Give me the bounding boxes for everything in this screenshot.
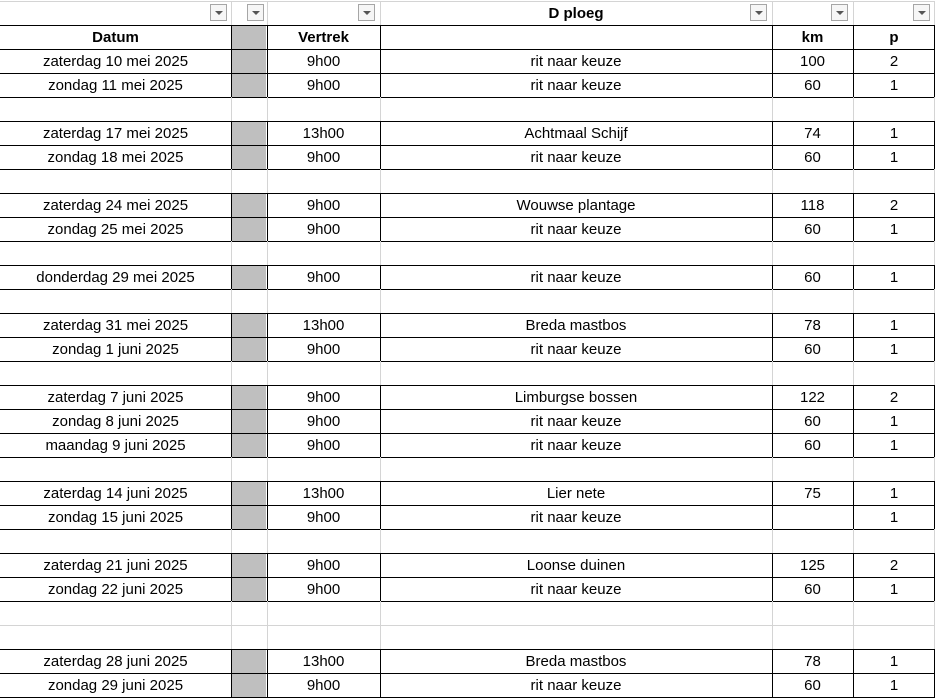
datum-cell[interactable]: donderdag 29 mei 2025 (36, 268, 195, 286)
cell-border (380, 649, 381, 673)
grid-row-line (0, 577, 935, 578)
cell-border (267, 265, 268, 289)
marker-cell (232, 266, 266, 289)
cell-border (853, 193, 854, 217)
cell-border (267, 649, 268, 673)
spacer-row (0, 361, 935, 385)
bestemming-cell[interactable]: Breda mastbos (525, 316, 627, 334)
p-cell[interactable]: 1 (889, 316, 899, 334)
km-cell[interactable]: 60 (804, 148, 821, 166)
cell-border (772, 649, 773, 673)
cell-border (853, 385, 854, 409)
cell-border (853, 25, 854, 49)
grid-row-line (0, 481, 935, 482)
cell-border (231, 313, 232, 337)
cell-border (380, 25, 381, 49)
km-cell[interactable]: 60 (804, 76, 821, 94)
cell-border (267, 193, 268, 217)
datum-cell[interactable]: zaterdag 28 juni 2025 (43, 652, 188, 670)
marker-cell (232, 194, 266, 217)
datum-cell[interactable]: zaterdag 10 mei 2025 (42, 52, 189, 70)
km-cell[interactable]: 60 (804, 268, 821, 286)
cell-border (267, 385, 268, 409)
cell-border (772, 433, 773, 457)
grid-row-line (0, 673, 935, 674)
km-cell[interactable]: 60 (804, 436, 821, 454)
cell-border (267, 25, 268, 49)
cell-border (853, 481, 854, 505)
marker-cell (232, 506, 266, 529)
vertrek-cell[interactable]: 9h00 (306, 52, 341, 70)
vertrek-cell[interactable]: 9h00 (306, 508, 341, 526)
cell-border (267, 553, 268, 577)
cell-border (853, 313, 854, 337)
cell-border (267, 433, 268, 457)
spacer-row (0, 529, 935, 553)
datum-cell[interactable]: zaterdag 21 juni 2025 (43, 556, 188, 574)
vertrek-cell[interactable]: 9h00 (306, 436, 341, 454)
cell-border (231, 505, 232, 529)
cell-border (231, 337, 232, 361)
spacer-row (0, 625, 935, 649)
datum-cell[interactable]: zondag 18 mei 2025 (47, 148, 184, 166)
datum-cell[interactable]: zaterdag 7 juni 2025 (47, 388, 184, 406)
p-cell[interactable]: 1 (889, 148, 899, 166)
bestemming-cell[interactable]: rit naar keuze (530, 676, 622, 694)
datum-cell[interactable]: zondag 11 mei 2025 (48, 76, 183, 94)
cell-border (853, 505, 854, 529)
cell-border (380, 265, 381, 289)
bestemming-cell[interactable]: rit naar keuze (530, 220, 622, 238)
cell-border (231, 73, 232, 97)
cell-border (853, 49, 854, 73)
cell-border (380, 121, 381, 145)
km-cell[interactable]: 78 (804, 652, 821, 670)
cell-border (231, 121, 232, 145)
bestemming-cell[interactable]: rit naar keuze (530, 580, 622, 598)
vertrek-cell[interactable]: 9h00 (306, 556, 341, 574)
p-cell[interactable]: 2 (889, 556, 899, 574)
cell-border (380, 553, 381, 577)
p-cell[interactable]: 1 (889, 412, 899, 430)
km-cell[interactable]: 60 (804, 580, 821, 598)
p-cell[interactable]: 1 (889, 508, 899, 526)
vertrek-cell[interactable]: 13h00 (302, 316, 345, 334)
cell-border (231, 265, 232, 289)
marker-cell (232, 314, 266, 337)
bestemming-cell[interactable]: rit naar keuze (530, 340, 622, 358)
grid-row-line (0, 433, 935, 434)
cell-border (772, 481, 773, 505)
marker-cell (232, 74, 266, 97)
cell-border (772, 337, 773, 361)
cell-border (853, 73, 854, 97)
bestemming-cell[interactable]: Loonse duinen (526, 556, 626, 574)
bestemming-cell[interactable]: rit naar keuze (530, 52, 622, 70)
marker-cell (232, 554, 266, 577)
cell-border (853, 649, 854, 673)
cell-border (267, 313, 268, 337)
vertrek-cell[interactable]: 9h00 (306, 580, 341, 598)
cell-border (772, 385, 773, 409)
marker-cell (232, 482, 266, 505)
grid-row-line (0, 49, 935, 50)
grid-row-line (0, 649, 935, 650)
column-header-p: p (889, 28, 899, 46)
cell-border (772, 673, 773, 697)
vertrek-cell[interactable]: 9h00 (306, 148, 341, 166)
datum-cell[interactable]: zondag 15 juni 2025 (47, 508, 184, 526)
cell-border (231, 145, 232, 169)
filter-datum-button[interactable] (210, 4, 227, 21)
cell-border (853, 433, 854, 457)
cell-border (231, 409, 232, 433)
cell-border (772, 313, 773, 337)
grid-row-line (0, 553, 935, 554)
cell-border (267, 217, 268, 241)
ploeg-title: D ploeg (548, 4, 604, 22)
marker-cell (232, 50, 266, 73)
cell-border (380, 49, 381, 73)
datum-cell[interactable]: zaterdag 24 mei 2025 (42, 196, 189, 214)
grid-row-line (0, 625, 935, 626)
vertrek-cell[interactable]: 13h00 (302, 652, 345, 670)
cell-border (380, 145, 381, 169)
vertrek-cell[interactable]: 9h00 (306, 412, 341, 430)
vertrek-cell[interactable]: 9h00 (306, 340, 341, 358)
km-cell[interactable]: 100 (799, 52, 826, 70)
spacer-row (0, 457, 935, 481)
grid-row-line (0, 169, 935, 170)
cell-border (231, 649, 232, 673)
cell-border (772, 145, 773, 169)
grid-row-line (0, 601, 935, 602)
cell-border (853, 553, 854, 577)
grid-row-line (0, 313, 935, 314)
spacer-row (0, 601, 935, 625)
grid-row-line (0, 337, 935, 338)
datum-cell[interactable]: zaterdag 31 mei 2025 (42, 316, 189, 334)
vertrek-cell[interactable]: 9h00 (306, 388, 341, 406)
filter-marker-button[interactable] (247, 4, 264, 21)
cell-border (380, 433, 381, 457)
grid-row-line (0, 457, 935, 458)
cell-border (267, 145, 268, 169)
cell-border (772, 73, 773, 97)
cell-border (267, 673, 268, 697)
cell-border (231, 25, 232, 49)
cell-border (267, 409, 268, 433)
bestemming-cell[interactable]: rit naar keuze (530, 508, 622, 526)
bestemming-cell[interactable]: Wouwse plantage (516, 196, 636, 214)
bestemming-cell[interactable]: rit naar keuze (530, 148, 622, 166)
cell-border (231, 49, 232, 73)
km-cell[interactable]: 125 (799, 556, 826, 574)
cell-border (853, 577, 854, 601)
cell-border (853, 217, 854, 241)
grid-row-line (0, 25, 935, 26)
p-cell[interactable]: 1 (889, 484, 899, 502)
cell-border (380, 73, 381, 97)
km-cell[interactable]: 75 (804, 484, 821, 502)
km-cell[interactable]: 60 (804, 412, 821, 430)
cell-border (231, 553, 232, 577)
cell-border (231, 433, 232, 457)
cell-border (853, 337, 854, 361)
datum-cell[interactable]: zondag 8 juni 2025 (52, 412, 179, 430)
cell-border (772, 265, 773, 289)
km-cell[interactable] (772, 505, 853, 529)
cell-border (231, 217, 232, 241)
grid-row-line (0, 217, 935, 218)
cell-border (380, 673, 381, 697)
p-cell[interactable]: 1 (889, 76, 899, 94)
p-cell[interactable]: 1 (889, 340, 899, 358)
grid-row-line (0, 385, 935, 386)
p-cell[interactable]: 2 (889, 196, 899, 214)
datum-cell[interactable]: maandag 9 juni 2025 (45, 436, 186, 454)
vertrek-cell[interactable]: 9h00 (306, 76, 341, 94)
cell-border (231, 673, 232, 697)
cell-border (853, 121, 854, 145)
km-cell[interactable]: 122 (799, 388, 826, 406)
cell-border (380, 217, 381, 241)
grid-row-line (0, 1, 935, 2)
cell-border (380, 385, 381, 409)
cell-border (380, 481, 381, 505)
grid-row-line (0, 265, 935, 266)
p-cell[interactable]: 1 (889, 436, 899, 454)
p-cell[interactable]: 1 (889, 580, 899, 598)
grid-row-line (0, 97, 935, 98)
grid-row-line (0, 121, 935, 122)
km-cell[interactable]: 74 (804, 124, 821, 142)
vertrek-cell[interactable]: 9h00 (306, 676, 341, 694)
bestemming-cell[interactable]: Lier nete (546, 484, 606, 502)
vertrek-cell[interactable]: 13h00 (302, 484, 345, 502)
km-cell[interactable]: 78 (804, 316, 821, 334)
cell-border (772, 121, 773, 145)
cell-border (772, 49, 773, 73)
cell-border (853, 409, 854, 433)
cell-border (772, 217, 773, 241)
datum-cell[interactable]: zondag 22 juni 2025 (47, 580, 184, 598)
p-cell[interactable]: 2 (889, 388, 899, 406)
cell-border (231, 385, 232, 409)
grid-row-line (0, 505, 935, 506)
grid-row-line (0, 193, 935, 194)
cell-border (267, 577, 268, 601)
bestemming-cell[interactable]: rit naar keuze (530, 76, 622, 94)
bestemming-cell[interactable]: Breda mastbos (525, 652, 627, 670)
marker-cell (232, 338, 266, 361)
bestemming-cell[interactable]: Limburgse bossen (514, 388, 638, 406)
cell-border (380, 337, 381, 361)
vertrek-cell[interactable]: 13h00 (302, 124, 345, 142)
cell-border (267, 337, 268, 361)
km-cell[interactable]: 60 (804, 340, 821, 358)
filter-vertrek-button[interactable] (358, 4, 375, 21)
km-cell[interactable]: 60 (804, 676, 821, 694)
cell-border (853, 265, 854, 289)
p-cell[interactable]: 1 (889, 652, 899, 670)
filter-p-button[interactable] (913, 4, 930, 21)
p-cell[interactable]: 1 (889, 676, 899, 694)
cell-border (772, 193, 773, 217)
cell-border (267, 121, 268, 145)
km-cell[interactable]: 118 (800, 196, 825, 214)
cell-border (772, 25, 773, 49)
marker-cell (232, 122, 266, 145)
datum-cell[interactable]: zondag 1 juni 2025 (52, 340, 179, 358)
marker-cell (232, 26, 266, 49)
datum-cell[interactable]: zondag 25 mei 2025 (47, 220, 184, 238)
bestemming-cell[interactable]: Achtmaal Schijf (524, 124, 628, 142)
cell-border (853, 145, 854, 169)
p-cell[interactable]: 1 (889, 220, 899, 238)
datum-cell[interactable]: zaterdag 17 mei 2025 (42, 124, 189, 142)
cell-border (772, 577, 773, 601)
marker-cell (232, 578, 266, 601)
bestemming-cell[interactable]: rit naar keuze (530, 268, 622, 286)
spacer-row (0, 241, 935, 265)
column-header-vertrek: Vertrek (298, 28, 349, 46)
marker-cell (232, 650, 266, 673)
column-header-datum: Datum (92, 28, 139, 46)
grid-row-line (0, 241, 935, 242)
spacer-row (0, 289, 935, 313)
column-header-km: km (801, 28, 824, 46)
cell-border (267, 49, 268, 73)
cell-border (380, 409, 381, 433)
bestemming-cell[interactable]: rit naar keuze (530, 412, 622, 430)
cell-border (772, 505, 773, 529)
grid-row-line (0, 145, 935, 146)
marker-cell (232, 674, 266, 697)
grid-row-line (0, 73, 935, 74)
cell-border (231, 481, 232, 505)
cell-border (380, 193, 381, 217)
bestemming-cell[interactable]: rit naar keuze (530, 436, 622, 454)
filter-km-button[interactable] (831, 4, 848, 21)
datum-cell[interactable]: zaterdag 14 juni 2025 (43, 484, 188, 502)
cell-border (267, 505, 268, 529)
cell-border (231, 577, 232, 601)
cell-border (380, 577, 381, 601)
vertrek-cell[interactable]: 9h00 (306, 220, 341, 238)
spacer-row (0, 169, 935, 193)
marker-cell (232, 434, 266, 457)
cell-border (231, 193, 232, 217)
cell-border (380, 505, 381, 529)
cell-border (772, 409, 773, 433)
cell-border (267, 481, 268, 505)
p-cell[interactable]: 1 (889, 268, 899, 286)
marker-cell (232, 146, 266, 169)
cell-border (853, 673, 854, 697)
cell-border (380, 313, 381, 337)
cell-border (267, 73, 268, 97)
grid-row-line (0, 529, 935, 530)
grid-row-line (0, 409, 935, 410)
grid-row-line (0, 289, 935, 290)
km-cell[interactable]: 60 (804, 220, 821, 238)
cell-border (772, 553, 773, 577)
grid-row-line (0, 361, 935, 362)
marker-cell (232, 410, 266, 433)
datum-cell[interactable]: zondag 29 juni 2025 (47, 676, 184, 694)
vertrek-cell[interactable]: 9h00 (306, 196, 341, 214)
p-cell[interactable]: 1 (889, 124, 899, 142)
vertrek-cell[interactable]: 9h00 (306, 268, 341, 286)
marker-cell (232, 386, 266, 409)
spacer-row (0, 97, 935, 121)
p-cell[interactable]: 2 (889, 52, 899, 70)
marker-cell (232, 218, 266, 241)
